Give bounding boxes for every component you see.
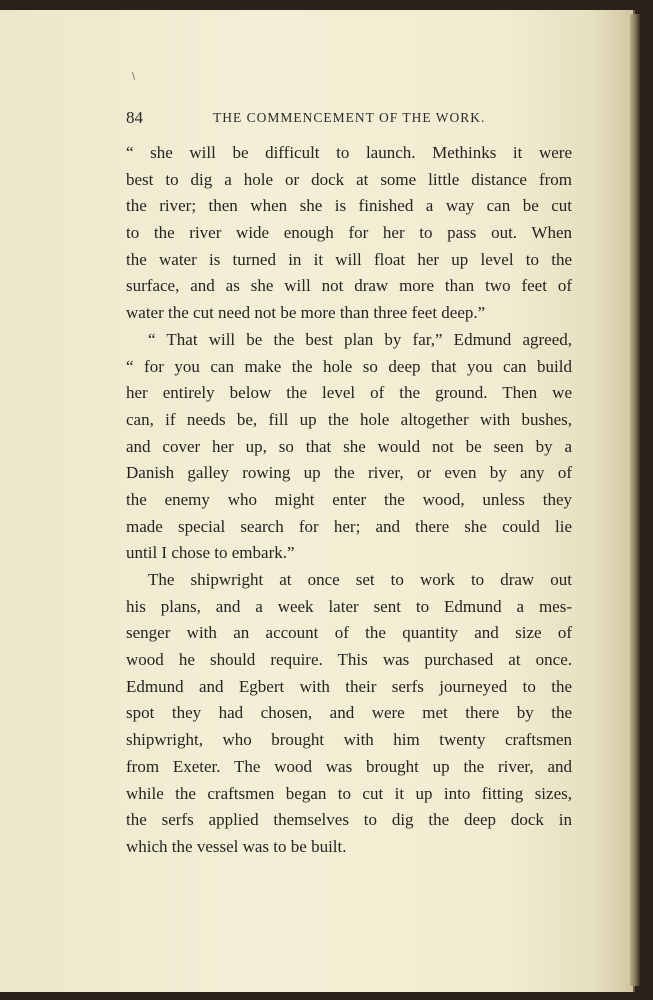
- text-line: “ That will be the best plan by far,” Edmund agreed,: [148, 329, 572, 349]
- text-line: “ she will be difficult to launch. Methinks it were: [126, 143, 572, 162]
- body-text: [126, 140, 572, 861]
- text-line: water the cut need not be more than three feet deep.”: [126, 303, 486, 323]
- text-line: her entirely below the level of the ground. Then we: [126, 383, 572, 403]
- text-line: Danish galley rowing up the river, or even by any of: [126, 463, 572, 483]
- text-line: the river; then when she is finished a way can be cut: [126, 196, 572, 216]
- text-line: spot they had chosen, and were met there by the: [126, 703, 572, 723]
- page-header: [118, 108, 574, 130]
- text-line: which the vessel was to be built.: [126, 836, 347, 856]
- text-line: his plans, and a week later sent to Edmund a mes-: [126, 596, 572, 616]
- page-number: 84: [126, 108, 143, 127]
- text-line: the water is turned in it will float her up level to the: [126, 249, 572, 269]
- text-line: from Exeter. The wood was brought up the river, and: [126, 756, 572, 776]
- text-line: the serfs applied themselves to dig the deep dock in: [126, 810, 572, 830]
- text-line: to the river wide enough for her to pass out. When: [126, 223, 572, 243]
- text-line: “ for you can make the hole so deep that you can build: [126, 356, 572, 376]
- margin-mark: \: [132, 72, 136, 82]
- text-line: until I chose to embark.”: [126, 543, 295, 563]
- text-line: the enemy who might enter the wood, unless they: [126, 489, 572, 509]
- text-line: surface, and as she will not draw more than two feet of: [126, 276, 572, 296]
- text-line: best to dig a hole or dock at some little distance from: [126, 169, 572, 189]
- text-line: shipwright, who brought with him twenty craftsmen: [126, 730, 572, 750]
- text-line: while the craftsmen began to cut it up into fitting sizes,: [126, 783, 572, 803]
- running-head: THE COMMENCEMENT OF THE WORK.: [213, 110, 486, 125]
- text-line: and cover her up, so that she would not be seen by a: [126, 436, 572, 456]
- text-line: wood he should require. This was purchased at once.: [126, 650, 572, 670]
- text-line: The shipwright at once set to work to draw out: [148, 570, 572, 589]
- text-line: can, if needs be, fill up the hole altogether with bushes,: [126, 409, 572, 429]
- text-line: made special search for her; and there she could lie: [126, 516, 572, 536]
- page-edge: [630, 14, 640, 986]
- text-line: Edmund and Egbert with their serfs journeyed to the: [126, 676, 572, 696]
- text-line: senger with an account of the quantity and size of: [126, 623, 572, 643]
